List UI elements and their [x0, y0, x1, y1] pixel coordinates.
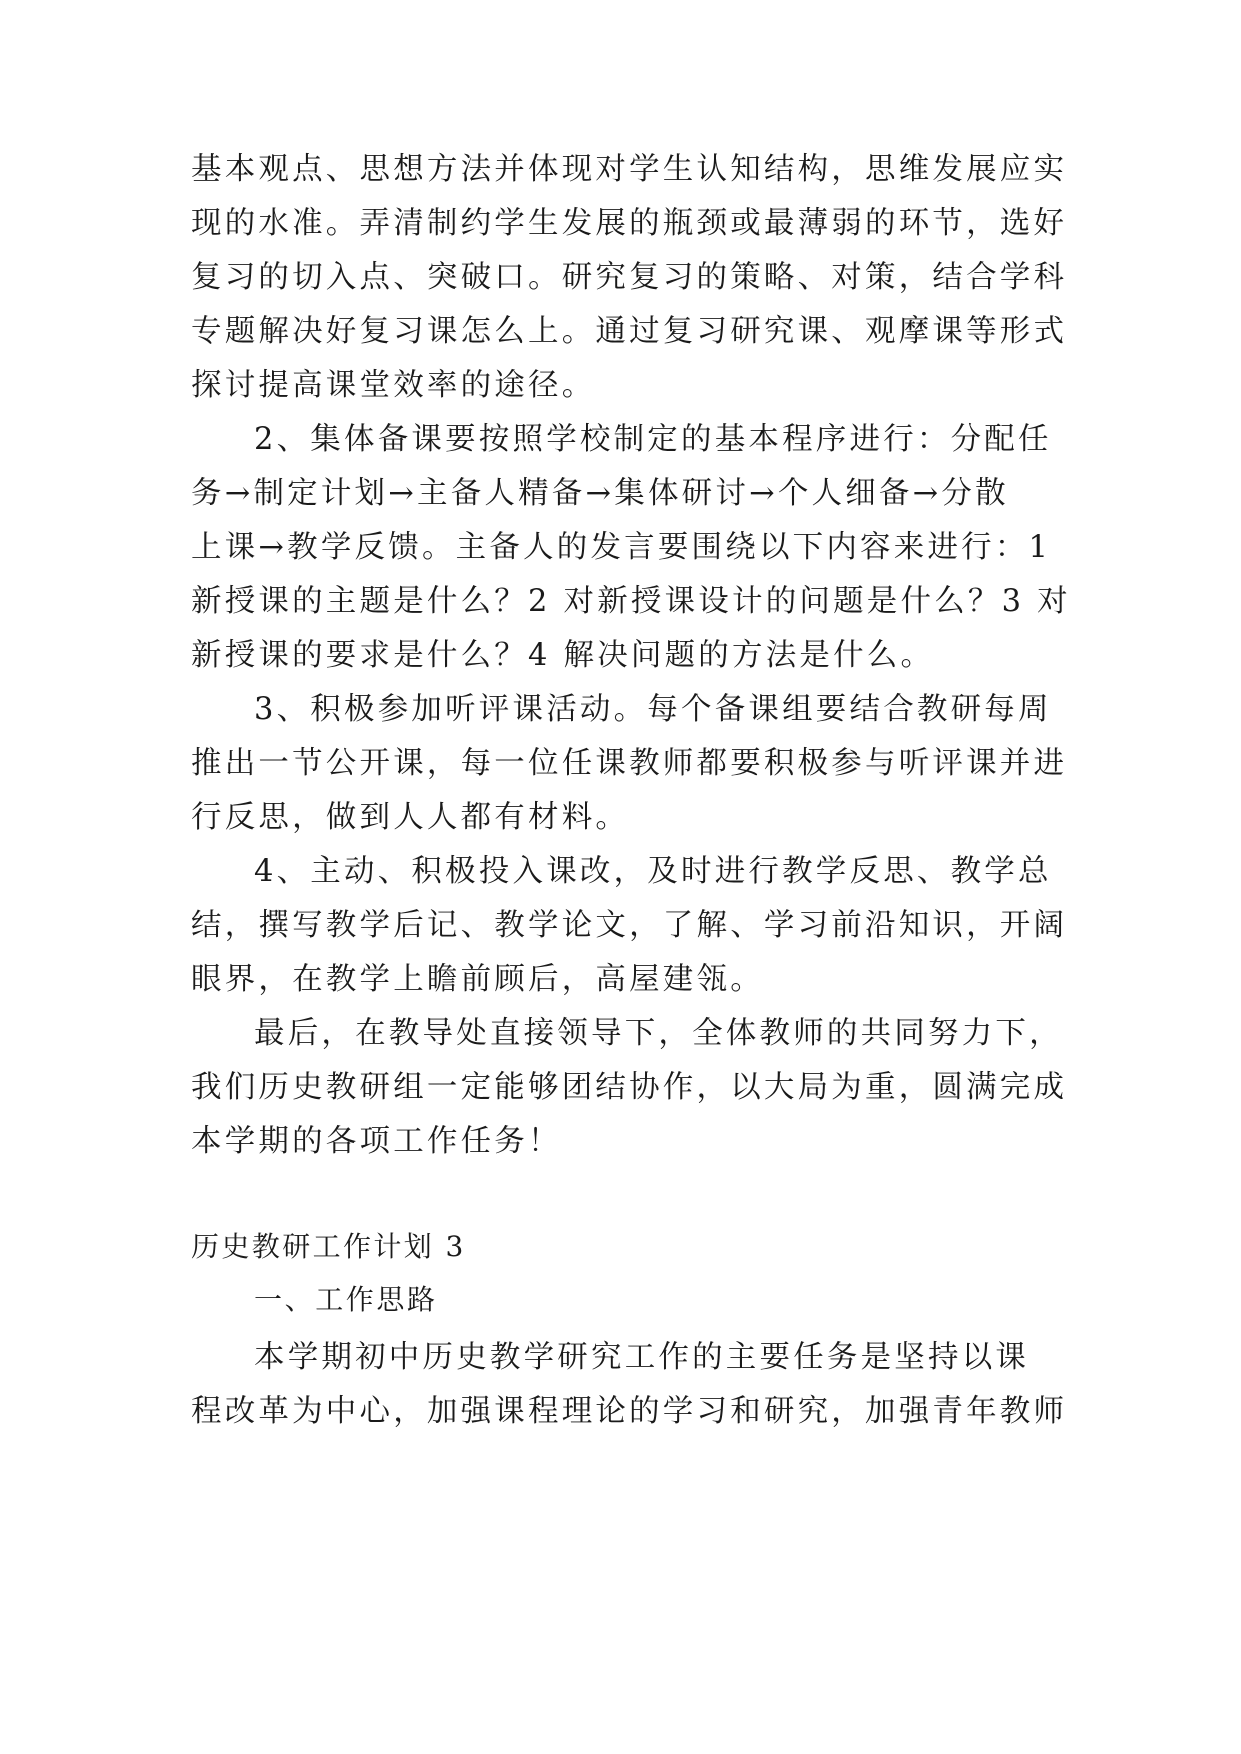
paragraph-line: 结，撰写教学后记、教学论文，了解、学习前沿知识，开阔 [191, 908, 1068, 943]
paragraph-line: 复习的切入点、突破口。研究复习的策略、对策，结合学科 [191, 260, 1068, 295]
paragraph-line: 行反思，做到人人都有材料。 [191, 800, 630, 835]
paragraph-line: 基本观点、思想方法并体现对学生认知结构，思维发展应实 [191, 152, 1068, 187]
paragraph-line: 探讨提高课堂效率的途径。 [191, 368, 596, 403]
paragraph-line: 新授课的要求是什么？4 解决问题的方法是什么。 [191, 638, 935, 673]
paragraph-line: 本学期的各项工作任务！ [191, 1124, 562, 1159]
paragraph-line: 4、主动、积极投入课改，及时进行教学反思、教学总 [254, 854, 1052, 889]
paragraph-line: 推出一节公开课，每一位任课教师都要积极参与听评课并进 [191, 746, 1068, 781]
paragraph-line: 我们历史教研组一定能够团结协作，以大局为重，圆满完成 [191, 1070, 1068, 1105]
paragraph-line: 最后，在教导处直接领导下，全体教师的共同努力下， [254, 1016, 1063, 1051]
section-subheading: 一、工作思路 [254, 1283, 438, 1316]
paragraph-line: 本学期初中历史教学研究工作的主要任务是坚持以课 [254, 1340, 1030, 1375]
paragraph-line: 现的水准。弄清制约学生发展的瓶颈或最薄弱的环节，选好 [191, 206, 1068, 241]
paragraph-line: 新授课的主题是什么？2 对新授课设计的问题是什么？3 对 [191, 584, 1071, 619]
paragraph-line: 眼界，在教学上瞻前顾后，高屋建瓴。 [191, 962, 764, 997]
paragraph-line: 程改革为中心，加强课程理论的学习和研究，加强青年教师 [191, 1394, 1068, 1429]
paragraph-line: 3、积极参加听评课活动。每个备课组要结合教研每周 [254, 692, 1052, 727]
paragraph-line: 专题解决好复习课怎么上。通过复习研究课、观摩课等形式 [191, 314, 1068, 349]
paragraph-line: 2、集体备课要按照学校制定的基本程序进行：分配任 [254, 422, 1052, 457]
paragraph-line: 务→制定计划→主备人精备→集体研讨→个人细备→分散 [191, 476, 1009, 511]
paragraph-line: 上课→教学反馈。主备人的发言要围绕以下内容来进行：1 [191, 530, 1052, 565]
section-title: 历史教研工作计划 3 [191, 1230, 466, 1263]
